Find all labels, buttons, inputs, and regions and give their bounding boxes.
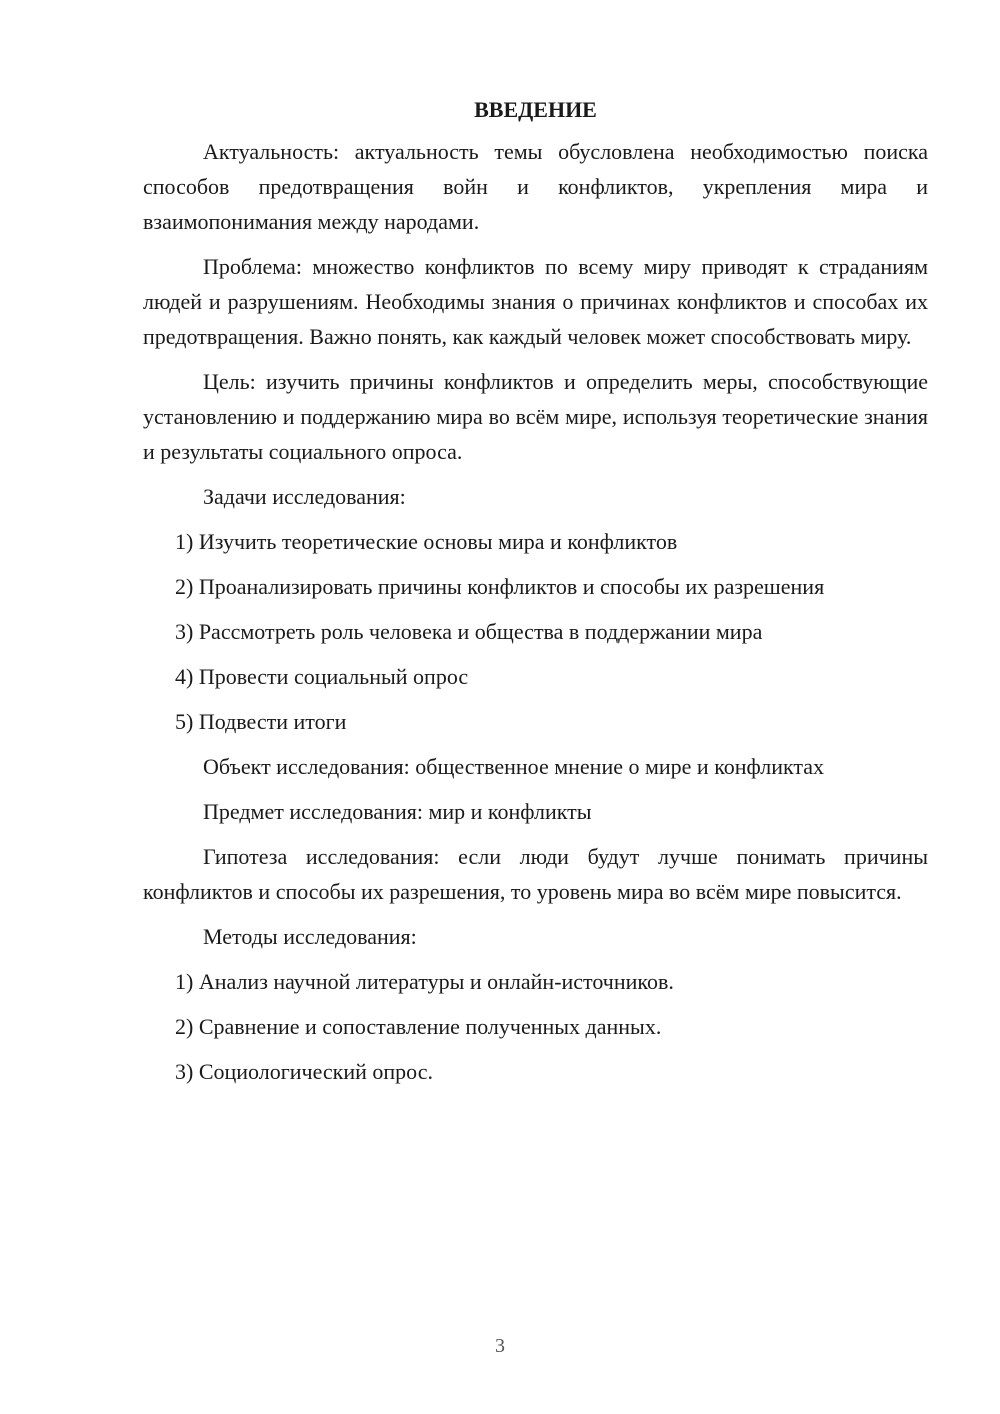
list-item: 1) Анализ научной литературы и онлайн-источников. xyxy=(175,969,674,994)
methods-list xyxy=(143,964,928,1089)
section-title: ВВЕДЕНИЕ xyxy=(474,97,597,122)
list-item: 3) Социологический опрос. xyxy=(175,1059,433,1084)
goal-paragraph: Цель: изучить причины конфликтов и определить меры, способствующие установлению и поддержанию мира во всём мире, используя теоретические знания и результаты социального опроса. xyxy=(143,369,928,464)
hypothesis-paragraph: Гипотеза исследования: если люди будут лучше понимать причины конфликтов и способы их разрешения, то уровень мира во всём мире повысится. xyxy=(143,844,928,904)
object-paragraph: Объект исследования: общественное мнение о мире и конфликтах xyxy=(203,754,825,779)
list-item: 4) Провести социальный опрос xyxy=(175,664,469,689)
page-number: 3 xyxy=(495,1335,505,1357)
tasks-list xyxy=(143,524,928,739)
tasks-heading: Задачи исследования: xyxy=(203,484,406,509)
relevance-paragraph: Актуальность: актуальность темы обусловлена необходимостью поиска способов предотвращения войн и конфликтов, укрепления мира и взаимопонимания между народами. xyxy=(143,139,928,234)
list-item: 3) Рассмотреть роль человека и общества в поддержании мира xyxy=(175,619,763,644)
list-item: 5) Подвести итоги xyxy=(175,709,347,734)
methods-heading: Методы исследования: xyxy=(203,924,417,949)
list-item: 2) Проанализировать причины конфликтов и способы их разрешения xyxy=(175,574,825,599)
problem-paragraph: Проблема: множество конфликтов по всему миру приводят к страданиям людей и разрушениям. Необходимы знания о причинах конфликтов и способах их предотвращения. Важно понять, как каждый человек может способствовать миру. xyxy=(143,254,928,349)
list-item: 1) Изучить теоретические основы мира и конфликтов xyxy=(175,529,678,554)
subject-paragraph: Предмет исследования: мир и конфликты xyxy=(203,799,592,824)
list-item: 2) Сравнение и сопоставление полученных данных. xyxy=(175,1014,662,1039)
document-page xyxy=(143,94,928,1099)
